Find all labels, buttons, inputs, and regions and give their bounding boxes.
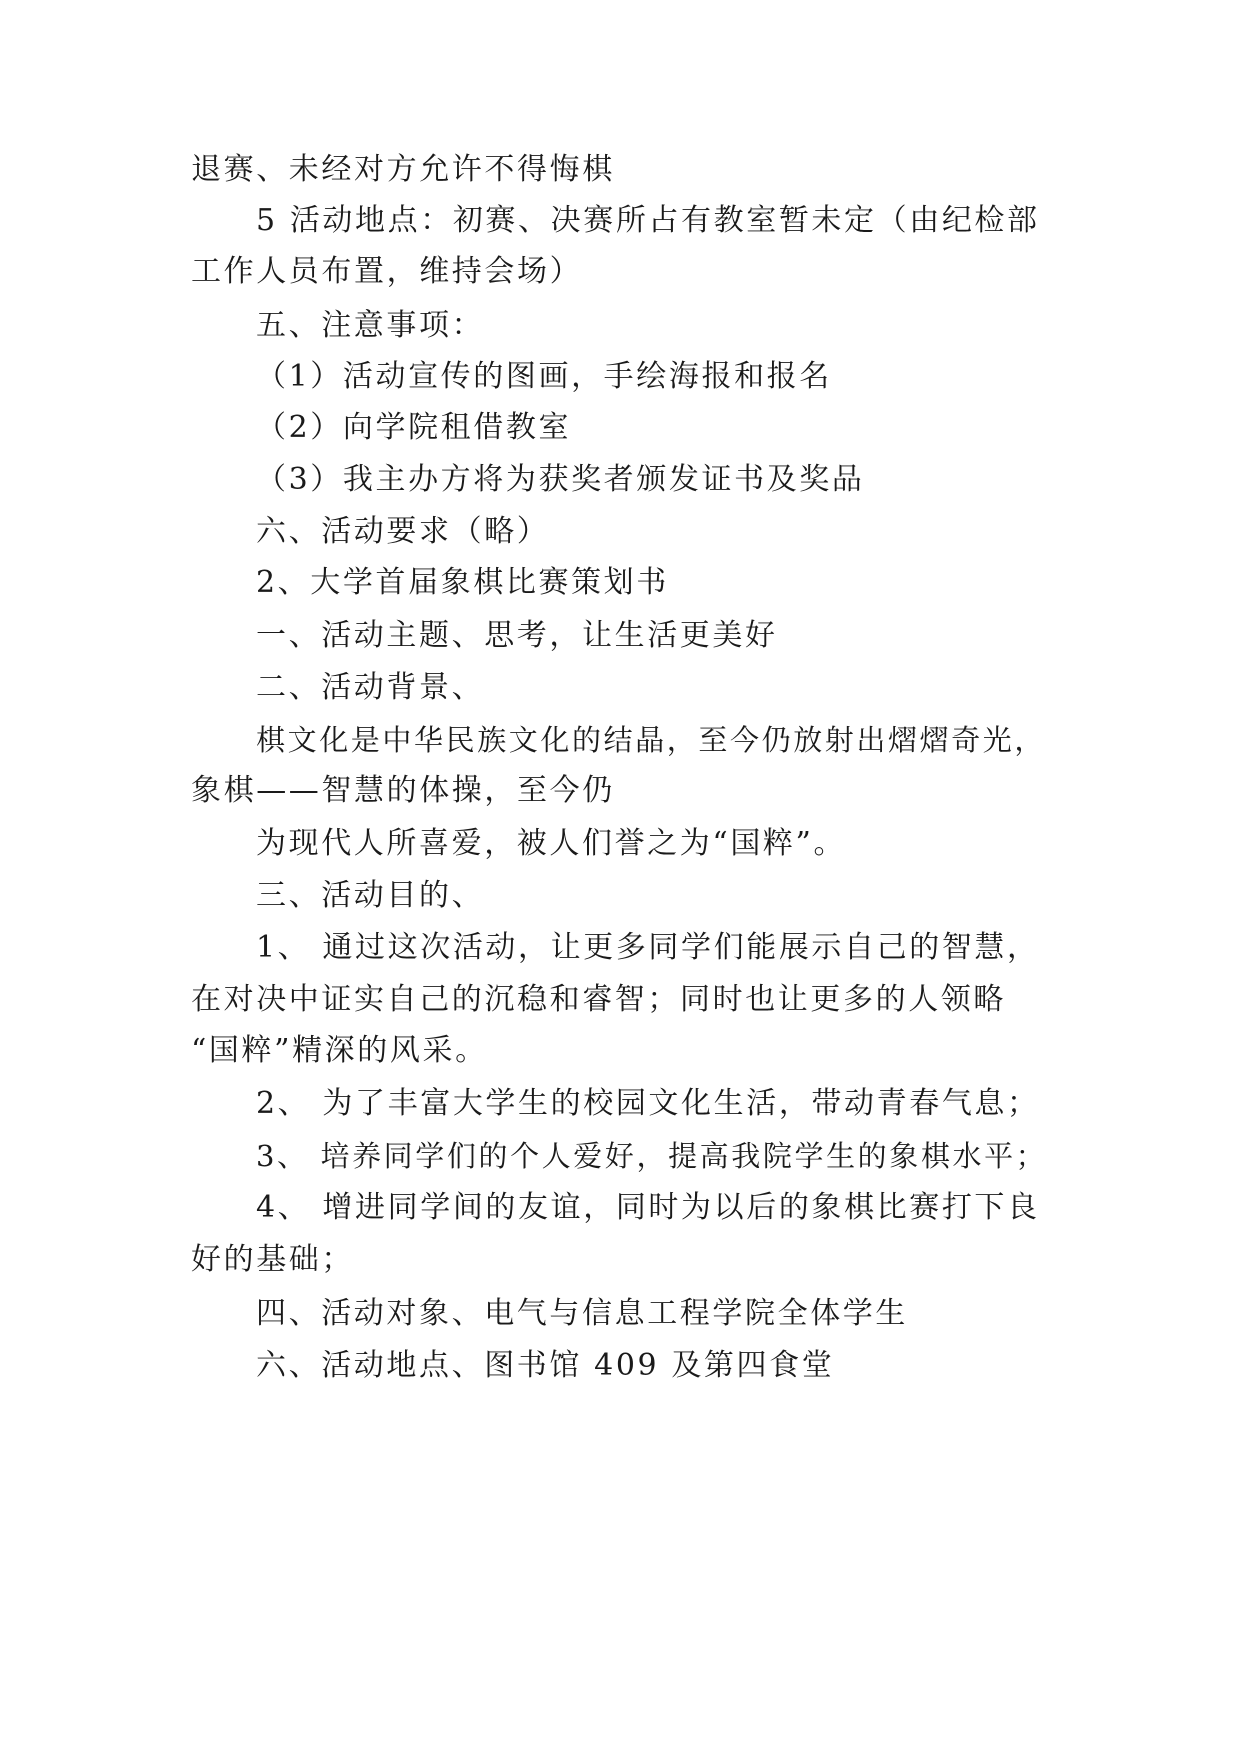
- text-line: 工作人员布置，维持会场）: [191, 254, 583, 289]
- text-line: 好的基础；: [191, 1242, 354, 1277]
- section-heading: 二、活动背景、: [256, 670, 485, 705]
- list-item: （2）向学院租借教室: [256, 410, 572, 445]
- list-item: （3）我主办方将为获奖者颁发证书及奖品: [256, 462, 865, 497]
- section-heading: 五、注意事项：: [256, 308, 485, 343]
- list-item: 3、 培养同学们的个人爱好，提高我院学生的象棋水平；: [256, 1139, 1048, 1173]
- text-line: 5 活动地点：初赛、决赛所占有教室暂未定（由纪检部: [256, 203, 1040, 238]
- list-item: 2、 为了丰富大学生的校园文化生活，带动青春气息；: [256, 1086, 1040, 1121]
- section-heading: 三、活动目的、: [256, 878, 485, 913]
- text-line: 为现代人所喜爱，被人们誉之为“国粹”。: [256, 826, 847, 861]
- text-line: 棋文化是中华民族文化的结晶，至今仍放射出熠熠奇光，: [256, 723, 1047, 757]
- section-heading: 四、活动对象、电气与信息工程学院全体学生: [256, 1296, 908, 1331]
- document-title: 2、大学首届象棋比赛策划书: [256, 565, 669, 600]
- section-heading: 六、活动地点、图书馆 409 及第四食堂: [256, 1348, 835, 1383]
- section-heading: 一、活动主题、思考，让生活更美好: [256, 618, 778, 653]
- section-heading: 六、活动要求（略）: [256, 514, 550, 549]
- list-item: 4、 增进同学间的友谊，同时为以后的象棋比赛打下良: [256, 1190, 1040, 1225]
- text-line: 在对决中证实自己的沉稳和睿智；同时也让更多的人领略: [191, 982, 1006, 1017]
- text-line: 退赛、未经对方允许不得悔棋: [191, 152, 615, 187]
- text-line: 象棋——智慧的体操，至今仍: [191, 773, 615, 808]
- list-item: 1、 通过这次活动，让更多同学们能展示自己的智慧，: [256, 930, 1040, 965]
- text-line: “国粹”精深的风采。: [191, 1033, 488, 1068]
- list-item: （1）活动宣传的图画，手绘海报和报名: [256, 359, 832, 394]
